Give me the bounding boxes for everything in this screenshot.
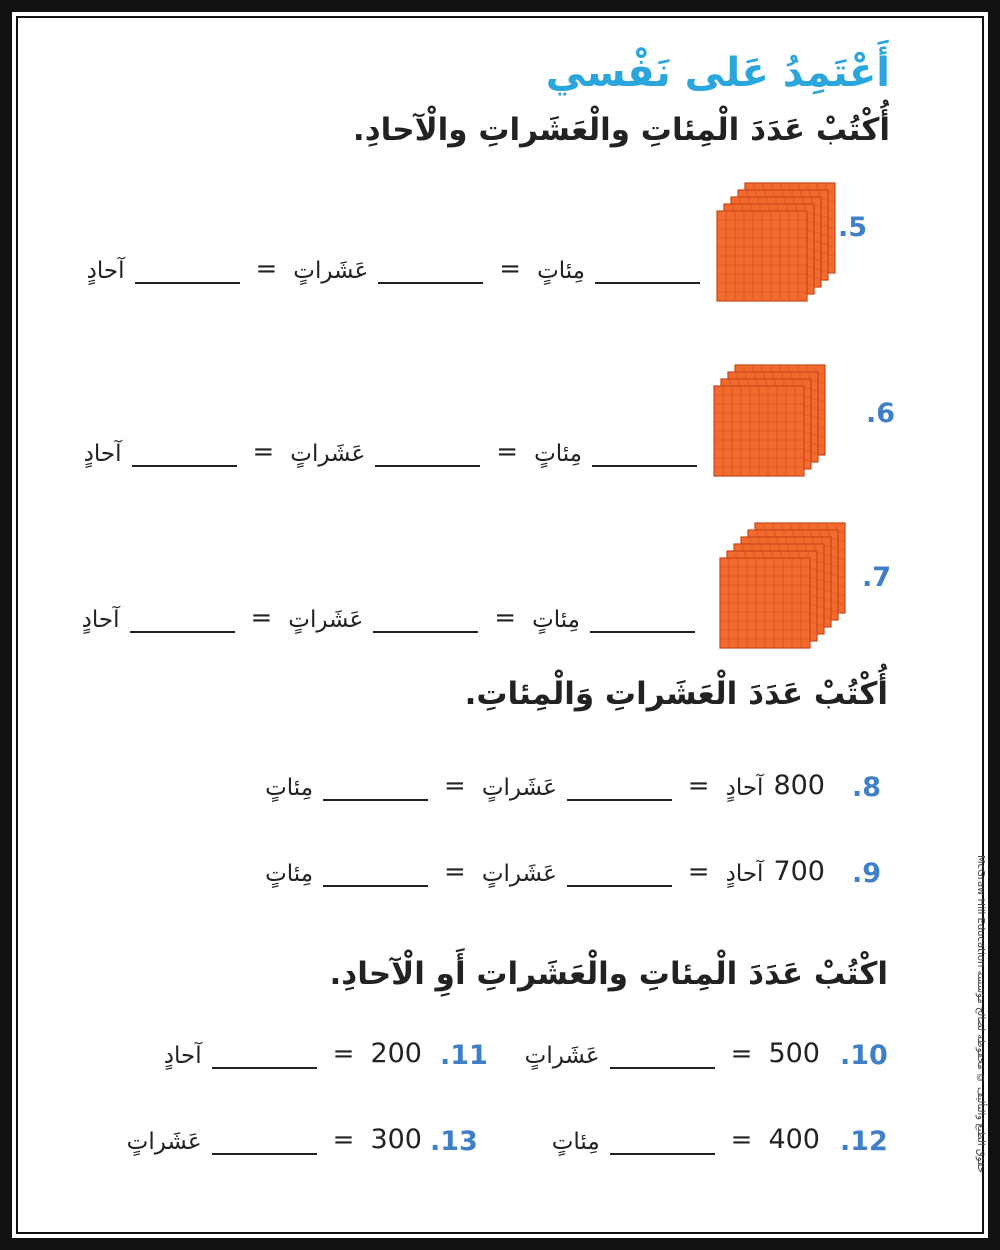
- problem-10-number: .10: [840, 1040, 888, 1071]
- equals-sign: =: [332, 1039, 355, 1069]
- equals-sign: =: [250, 603, 273, 633]
- hundred-flats-figure: [715, 158, 868, 303]
- problem-12-value: 400: [768, 1124, 820, 1155]
- hundreds-blank[interactable]: [590, 609, 695, 633]
- problem-7-hundreds-blocks: [718, 510, 868, 650]
- ones-label: آحادٍ: [83, 441, 122, 467]
- problem-13-value: 300: [370, 1124, 422, 1155]
- unit-label: مِئاتٍ: [551, 1129, 600, 1155]
- problem-8-number: .8: [852, 772, 882, 803]
- problem-6-row: [84, 437, 697, 467]
- hundreds-blank[interactable]: [323, 863, 428, 887]
- hundred-flats-figure: [712, 348, 862, 478]
- problem-9-row: [265, 856, 825, 887]
- hundred-flat: [714, 386, 804, 476]
- equals-sign: =: [252, 437, 275, 467]
- problem-8-row: [265, 770, 825, 801]
- equals-sign: =: [332, 1125, 355, 1155]
- problem-5-hundreds-blocks: [715, 158, 868, 303]
- unit-label: عَشَراتٍ: [126, 1129, 202, 1155]
- page-title: أَعْتَمِدُ عَلى نَفْسي: [545, 50, 890, 96]
- problem-6-hundreds-blocks: [712, 348, 862, 478]
- section1-heading: أُكْتُبْ عَدَدَ الْمِئاتِ والْعَشَراتِ والْآحادِ.: [352, 112, 890, 148]
- tens-blank[interactable]: [567, 777, 672, 801]
- answer-blank[interactable]: [212, 1045, 317, 1069]
- problem-6-number: .6: [866, 398, 896, 429]
- unit-label: آحادٍ: [163, 1043, 202, 1069]
- section2-heading: أُكْتُبْ عَدَدَ الْعَشَراتِ وَالْمِئاتِ.: [464, 676, 888, 712]
- hundred-flats-figure: [718, 510, 868, 650]
- problem-12-number: .12: [840, 1126, 888, 1157]
- problem-10-value: 500: [768, 1038, 820, 1069]
- ones-label: آحادٍ: [725, 775, 764, 801]
- problem-9-number: .9: [852, 858, 882, 889]
- problem-11-number: .11: [440, 1040, 488, 1071]
- problem-11-row: [164, 1038, 422, 1069]
- equals-sign: =: [444, 857, 466, 887]
- equals-sign: =: [444, 771, 466, 801]
- problem-13-number: .13: [430, 1126, 478, 1157]
- hundreds-label: مِئاتٍ: [532, 607, 580, 633]
- tens-blank[interactable]: [378, 260, 483, 284]
- tens-label: عَشَراتٍ: [293, 258, 369, 284]
- ones-blank[interactable]: [132, 443, 237, 467]
- hundreds-label: مِئاتٍ: [265, 775, 314, 801]
- equals-sign: =: [687, 857, 710, 887]
- equals-sign: =: [687, 771, 710, 801]
- tens-blank[interactable]: [375, 443, 480, 467]
- hundreds-blank[interactable]: [595, 260, 700, 284]
- section3-heading: اكْتُبْ عَدَدَ الْمِئاتِ والْعَشَراتِ أَوِ الْآحادِ.: [329, 956, 888, 992]
- ones-blank[interactable]: [130, 609, 235, 633]
- copyright-side-note: McGraw Hill Education حقوق الطبع والتأليف © محفوظة لصالح مؤسسة: [975, 855, 986, 1174]
- equals-sign: =: [494, 603, 517, 633]
- unit-label: عَشَراتٍ: [524, 1043, 600, 1069]
- problem-8-value: 800: [773, 770, 825, 801]
- hundred-flat: [720, 558, 810, 648]
- hundreds-label: مِئاتٍ: [537, 258, 585, 284]
- equals-sign: =: [499, 254, 522, 284]
- problem-5-row: [87, 254, 700, 284]
- ones-blank[interactable]: [135, 260, 240, 284]
- tens-blank[interactable]: [373, 609, 478, 633]
- hundreds-label: مِئاتٍ: [534, 441, 582, 467]
- problem-11-value: 200: [370, 1038, 422, 1069]
- hundreds-blank[interactable]: [592, 443, 697, 467]
- tens-label: عَشَراتٍ: [481, 775, 557, 801]
- hundred-flat: [717, 211, 807, 301]
- tens-blank[interactable]: [567, 863, 672, 887]
- hundreds-label: مِئاتٍ: [265, 861, 314, 887]
- ones-label: آحادٍ: [725, 861, 764, 887]
- problem-7-row: [82, 603, 695, 633]
- equals-sign: =: [255, 254, 278, 284]
- problem-7-number: .7: [862, 562, 892, 593]
- tens-label: عَشَراتٍ: [288, 607, 364, 633]
- tens-label: عَشَراتٍ: [290, 441, 366, 467]
- problem-9-value: 700: [773, 856, 825, 887]
- ones-label: آحادٍ: [81, 607, 120, 633]
- hundreds-blank[interactable]: [323, 777, 428, 801]
- answer-blank[interactable]: [610, 1131, 715, 1155]
- problem-12-row: [552, 1124, 820, 1155]
- answer-blank[interactable]: [610, 1045, 715, 1069]
- problem-10-row: [525, 1038, 820, 1069]
- problem-13-row: [127, 1124, 422, 1155]
- equals-sign: =: [730, 1125, 753, 1155]
- tens-label: عَشَراتٍ: [481, 861, 557, 887]
- ones-label: آحادٍ: [86, 258, 125, 284]
- problem-5-number: .5: [838, 212, 868, 243]
- equals-sign: =: [730, 1039, 753, 1069]
- answer-blank[interactable]: [212, 1131, 317, 1155]
- equals-sign: =: [496, 437, 519, 467]
